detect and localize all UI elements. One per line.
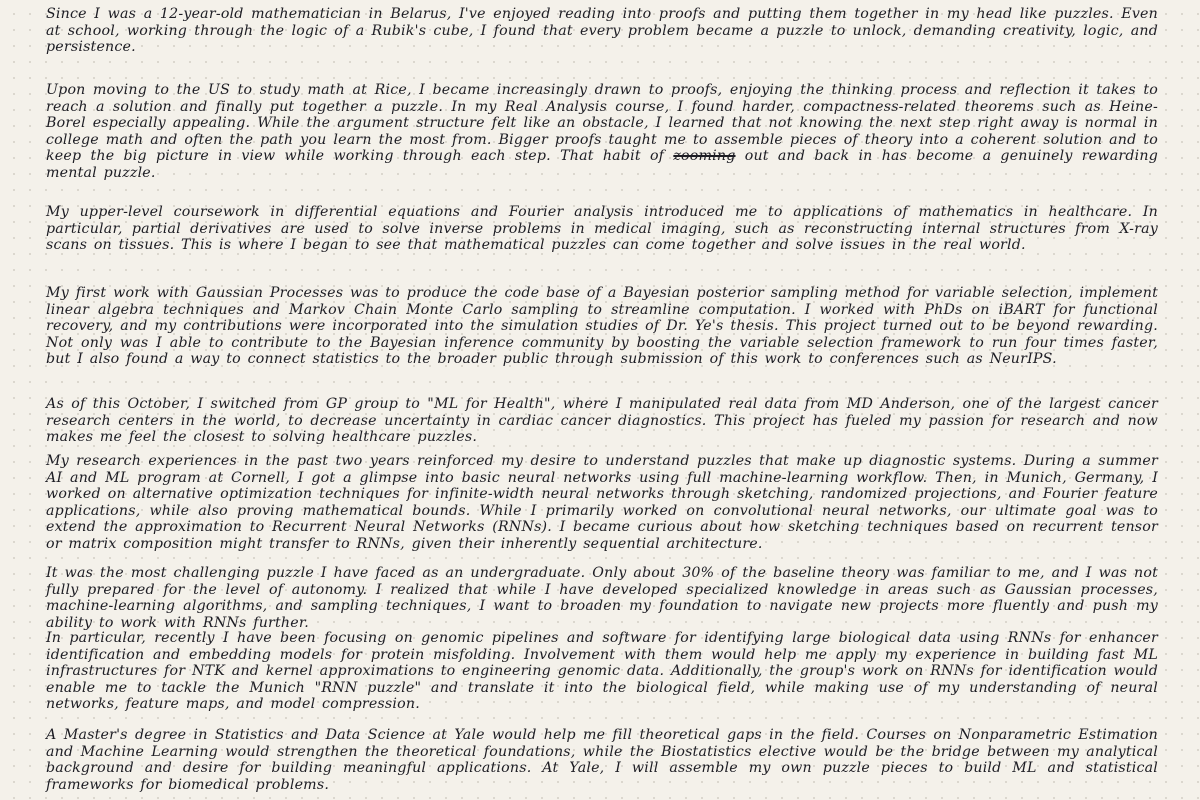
paragraph-4	[46, 285, 1158, 368]
paragraph-7-text: It was the most challenging puzzle I have faced as an undergraduate. Only about 30% of the baseline theory was familiar to me, and I was not fully prepared for the level of autonomy. I realized that while I have developed specialized knowledge in areas such as Gaussian processes, machine-learning algorithms, and sampling techniques, I want to broaden my foundation to navigate new projects more fluently and push my ability to work with RNNs further.	[46, 565, 1158, 631]
crossed-out-word: zooming	[673, 148, 736, 165]
paragraph-7	[46, 565, 1158, 631]
paragraph-6	[46, 453, 1158, 553]
paragraph-2-text-end: out and back in has become a genuinely rewarding mental puzzle.	[46, 148, 1159, 181]
paragraph-2-text: Upon moving to the US to study math at Rice, I became increasingly drawn to proofs, enjoying the thinking process and reflection it takes to reach a solution and finally put together a puzzle. In my Real Analysis course, I found harder, compactness-related theorems such as Heine-Borel especially appealing. While the argument structure felt like an obstacle, I learned that not knowing the next step right away is normal in college math and often the path you learn the most from. Bigger proofs taught me to assemble pieces of theory into a coherent solution and to keep the big picture in view while working through each step. That habit of	[46, 82, 1158, 165]
paragraph-3-text: My upper-level coursework in differential equations and Fourier analysis introduced me to applications of mathematics in healthcare. In particular, partial derivatives are used to solve inverse problems in medical imaging, such as reconstructing internal structures from X-ray scans on tissues. This is where I began to see that mathematical puzzles can come together and solve issues in the real world.	[46, 204, 1158, 254]
paragraph-3	[46, 204, 1158, 254]
paragraph-1-text: Since I was a 12-year-old mathematician in Belarus, I've enjoyed reading into proofs and putting them together in my head like puzzles. Even at school, working through the logic of a Rubik's cube, I found that every problem became a puzzle to unlock, demanding creativity, logic, and persistence.	[46, 6, 1158, 56]
paragraph-6-text: My research experiences in the past two years reinforced my desire to understand puzzles that make up diagnostic systems. During a summer AI and ML program at Cornell, I got a glimpse into basic neural networks using full machine-learning workflow. Then, in Munich, Germany, I worked on alternative optimization techniques for infinite-width neural networks through sketching, randomized projections, and Fourier feature applications, while also proving mathematical bounds. While I primarily worked on convolutional neural networks, our ultimate goal was to extend the approximation to Recurrent Neural Networks (RNNs). I became curious about how sketching techniques based on recurrent tensor or matrix composition might transfer to RNNs, given their inherently sequential architecture.	[46, 453, 1158, 552]
paragraph-5-text: As of this October, I switched from GP group to "ML for Health", where I manipulated real data from MD Anderson, one of the largest cancer research centers in the world, to decrease uncertainty in cardiac cancer diagnostics. This project has fueled my passion for research and now makes me feel the closest to solving healthcare puzzles.	[46, 396, 1158, 446]
paragraph-8	[46, 630, 1158, 713]
paragraph-4-text: My first work with Gaussian Processes was to produce the code base of a Bayesian posterior sampling method for variable selection, implement linear algebra techniques and Markov Chain Monte Carlo sampling to streamline computation. I worked with PhDs on iBART for functional recovery, and my contributions were incorporated into the simulation studies of Dr. Ye's thesis. This project turned out to be beyond rewarding. Not only was I able to contribute to the Bayesian inference community by boosting the variable selection framework to run four times faster, but I also found a way to connect statistics to the broader public through submission of this work to conferences such as NeurIPS.	[46, 285, 1158, 368]
paragraph-8-text: In particular, recently I have been focusing on genomic pipelines and software for identifying large biological data using RNNs for enhancer identification and embedding models for protein misfolding. Involvement with them would help me apply my experience in building fast ML infrastructures for NTK and kernel approximations to engineering genomic data. Additionally, the group's work on RNNs for identification would enable me to tackle the Munich "RNN puzzle" and translate it into the biological field, while making use of my understanding of neural networks, feature maps, and model compression.	[46, 630, 1158, 713]
paragraph-5	[46, 396, 1158, 446]
paragraph-2	[46, 82, 1158, 182]
paragraph-9-text: A Master's degree in Statistics and Data Science at Yale would help me fill theoretical gaps in the field. Courses on Nonparametric Estimation and Machine Learning would strengthen the theoretical foundations, while the Biostatistics elective would be the bridge between my analytical background and desire for building meaningful applications. At Yale, I will assemble my own puzzle pieces to build ML and statistical frameworks for biomedical problems.	[46, 727, 1158, 793]
paragraph-9	[46, 727, 1158, 793]
paragraph-1	[46, 6, 1158, 56]
